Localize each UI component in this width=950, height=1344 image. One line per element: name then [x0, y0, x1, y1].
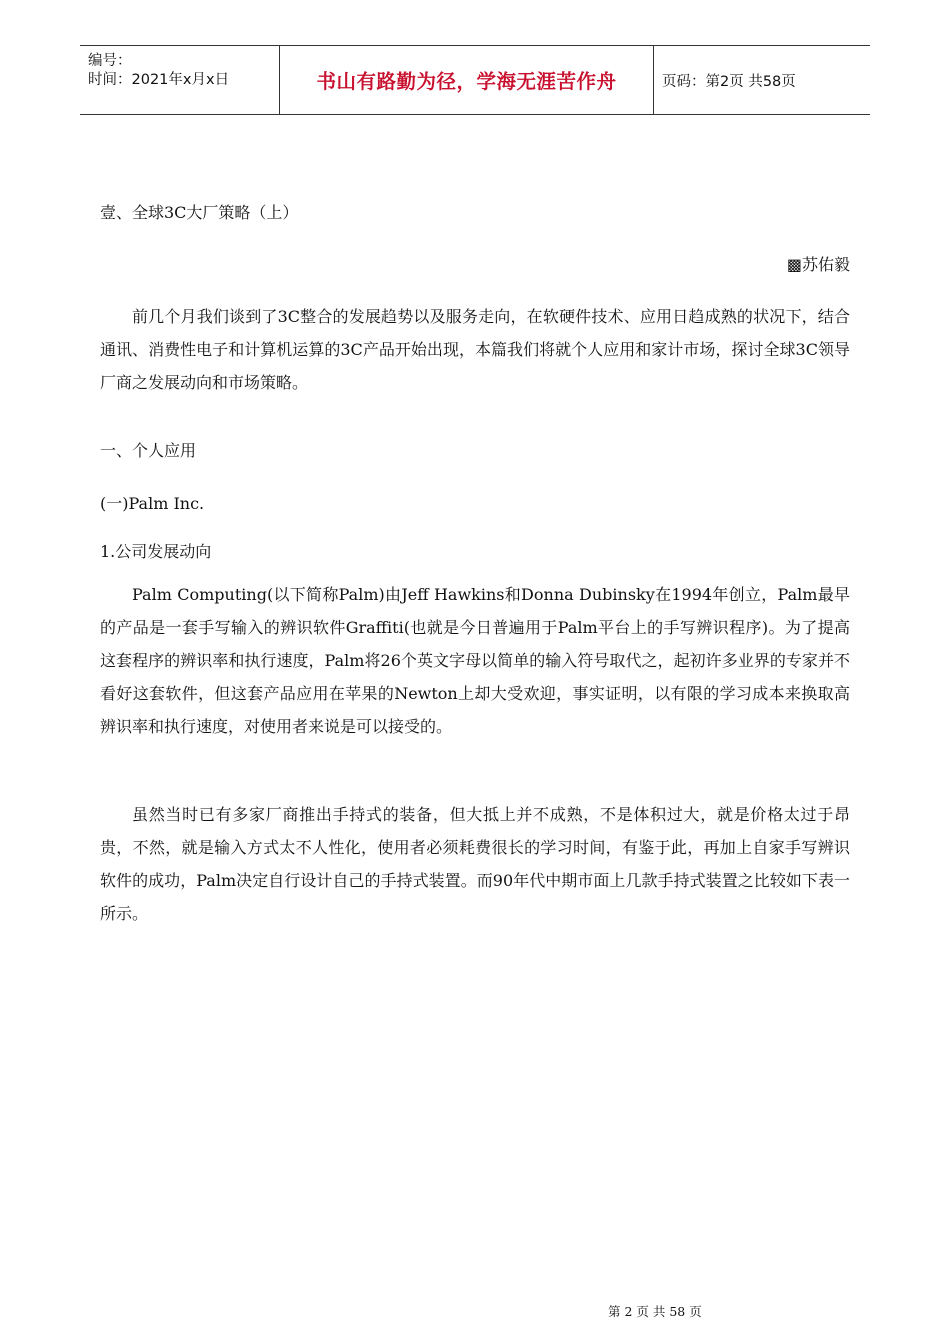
header-page-label: 页码：第2页 共58页: [662, 73, 796, 90]
author-name: ▩苏佑毅: [786, 255, 850, 274]
body-paragraph-1: Palm Computing(以下简称Palm)由Jeff Hawkins和Donna Dubinsky在1994年创立，Palm最早的产品是一套手写输入的辨识软件Graffiti(也就是今日普遍用于Palm平台上的手写辨识程序)。为了提高这套程序的辨识率和执行速度，Palm将26个英文字母以简单的输入符号取代之，起初许多业界的专家并不看好这套软件，但这套产品应用在苹果的Newton上却大受欢迎，事实证明，以有限的学习成本来换取高辨识率和执行速度，对使用者来说是可以接受的。: [100, 585, 850, 736]
item-heading: 1.公司发展动向: [100, 542, 212, 561]
page-header: [80, 45, 870, 115]
page-footer: 第 2 页 共 58 页: [608, 1304, 702, 1319]
header-meta-cell: [80, 46, 280, 114]
header-motto: 书山有路勤为径，学海无涯苦作舟: [280, 46, 654, 114]
section-heading: 一、个人应用: [100, 441, 197, 460]
document-time-label: 时间：2021年x月x日: [88, 72, 230, 88]
subsection-heading: (一)Palm Inc.: [100, 494, 205, 513]
document-title: 壹、全球3C大厂策略（上）: [100, 203, 299, 222]
document-number-label: 编号：: [88, 53, 132, 69]
body-paragraph-2: 虽然当时已有多家厂商推出手持式的装备，但大抵上并不成熟，不是体积过大，就是价格太过于昂贵，不然，就是输入方式太不人性化，使用者必须耗费很长的学习时间，有鉴于此，再加上自家手写辨识软件的成功，Palm决定自行设计自己的手持式装置。而90年代中期市面上几款手持式装置之比较如下表一所示。: [100, 805, 850, 923]
intro-paragraph: 前几个月我们谈到了3C整合的发展趋势以及服务走向，在软硬件技术、应用日趋成熟的状况下，结合通讯、消费性电子和计算机运算的3C产品开始出现，本篇我们将就个人应用和家计市场，探讨全球3C领导厂商之发展动向和市场策略。: [100, 307, 850, 392]
